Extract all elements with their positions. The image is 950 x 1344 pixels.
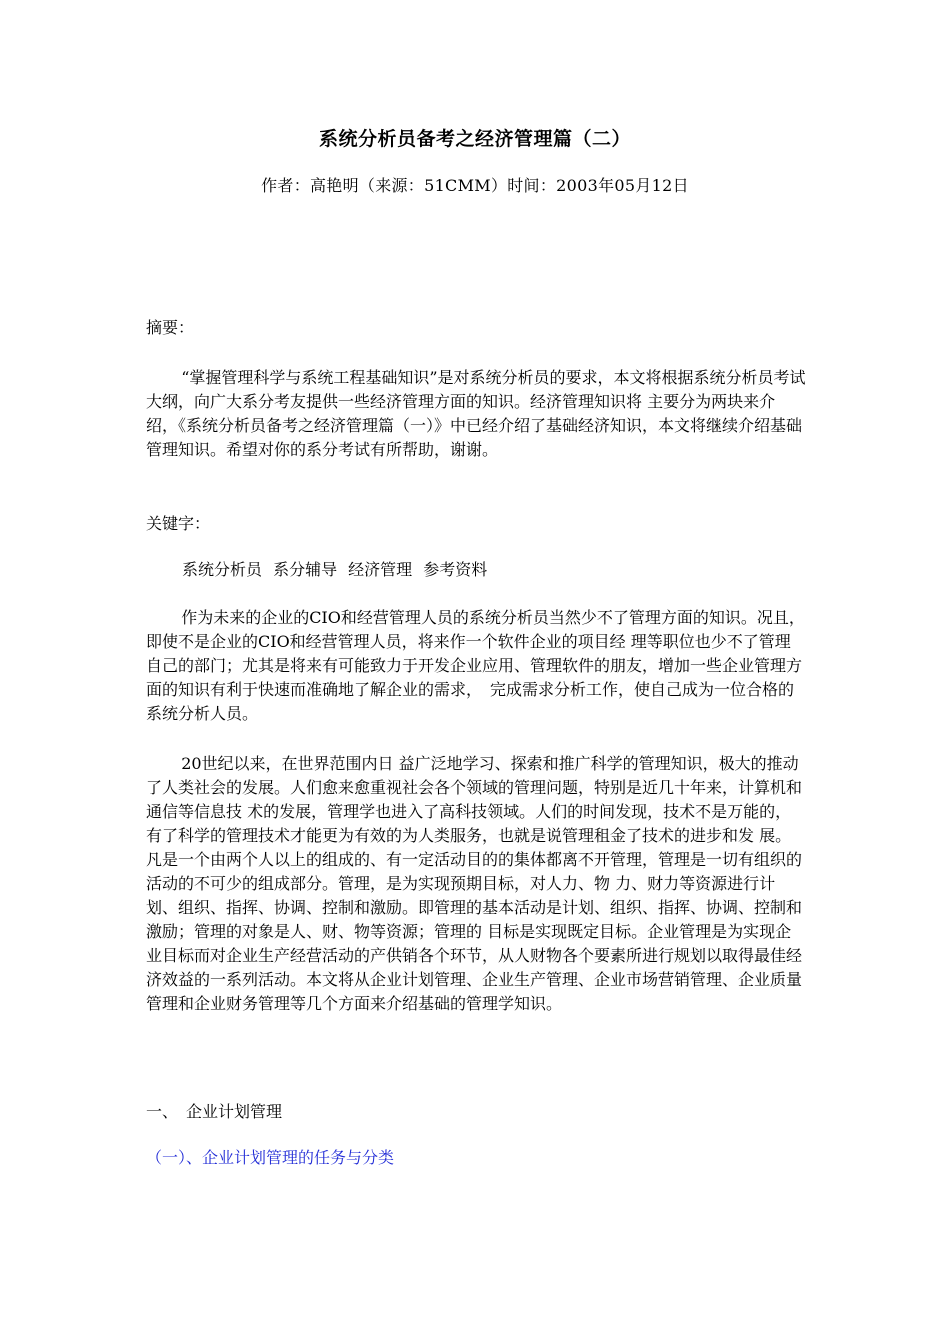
abstract-label: 摘要：: [146, 318, 195, 337]
keywords-label: 关键字：: [146, 514, 211, 533]
section-heading-1: 一、 企业计划管理: [146, 1102, 283, 1121]
document-byline: 作者：高艳明（来源：51CMM）时间：2003年05月12日: [261, 176, 689, 195]
subsection-heading-link[interactable]: （一）、企业计划管理的任务与分类: [146, 1148, 395, 1167]
abstract-text: “掌握管理科学与系统工程基础知识”是对系统分析员的要求，本文将根据系统分析员考试大纲，向广大系分考友提供一些经济管理方面的知识。经济管理知识将 主要分为两块来介绍，《系统分析员备考之经济管理篇（一）》中已经介绍了基础经济知识，本文将继续介绍基础管理知识。希望对你的系分考试有所帮助，谢谢。: [146, 368, 806, 459]
document-title: 系统分析员备考之经济管理篇（二）: [318, 128, 631, 150]
body-paragraph-1: 作为未来的企业的CIO和经营管理人员的系统分析员当然少不了管理方面的知识。况且，即使不是企业的CIO和经营管理人员，将来作一个软件企业的项目经 理等职位也少不了管理自己的部门；尤其是将来有可能致力于开发企业应用、管理软件的朋友，增加一些企业管理方面的知识有利于快速而准确地了解企业的需求， 完成需求分析工作，使自己成为一位合格的系统分析人员。: [146, 608, 805, 723]
keywords-text: 系统分析员 系分辅导 经济管理 参考资料: [182, 560, 488, 579]
body-paragraph-2: 20世纪以来，在世界范围内日 益广泛地学习、探索和推广科学的管理知识，极大的推动了人类社会的发展。人们愈来愈重视社会各个领域的管理问题，特别是近几十年来，计算机和通信等信息技 术的发展，管理学也进入了高科技领域。人们的时间发现，技术不是万能的，有了科学的管理技术才能更为有效的为人类服务，也就是说管理租金了技术的进步和发 展。凡是一个由两个人以上的组成的、有一定活动目的的集体都离不开管理，管理是一切有组织的活动的不可少的组成部分。管理，是为实现预期目标，对人力、物 力、财力等资源进行计划、组织、指挥、协调、控制和激励。即管理的基本活动是计划、组织、指挥、协调、控制和激励；管理的对象是人、财、物等资源；管理的 目标是实现既定目标。企业管理是为实现企业目标而对企业生产经营活动的产供销各个环节，从人财物各个要素所进行规划以取得最佳经济效益的一系列活动。本文将从企业计划管理、企业生产管理、企业市场营销管理、企业质量管理和企业财务管理等几个方面来介绍基础的管理学知识。: [146, 754, 803, 1013]
